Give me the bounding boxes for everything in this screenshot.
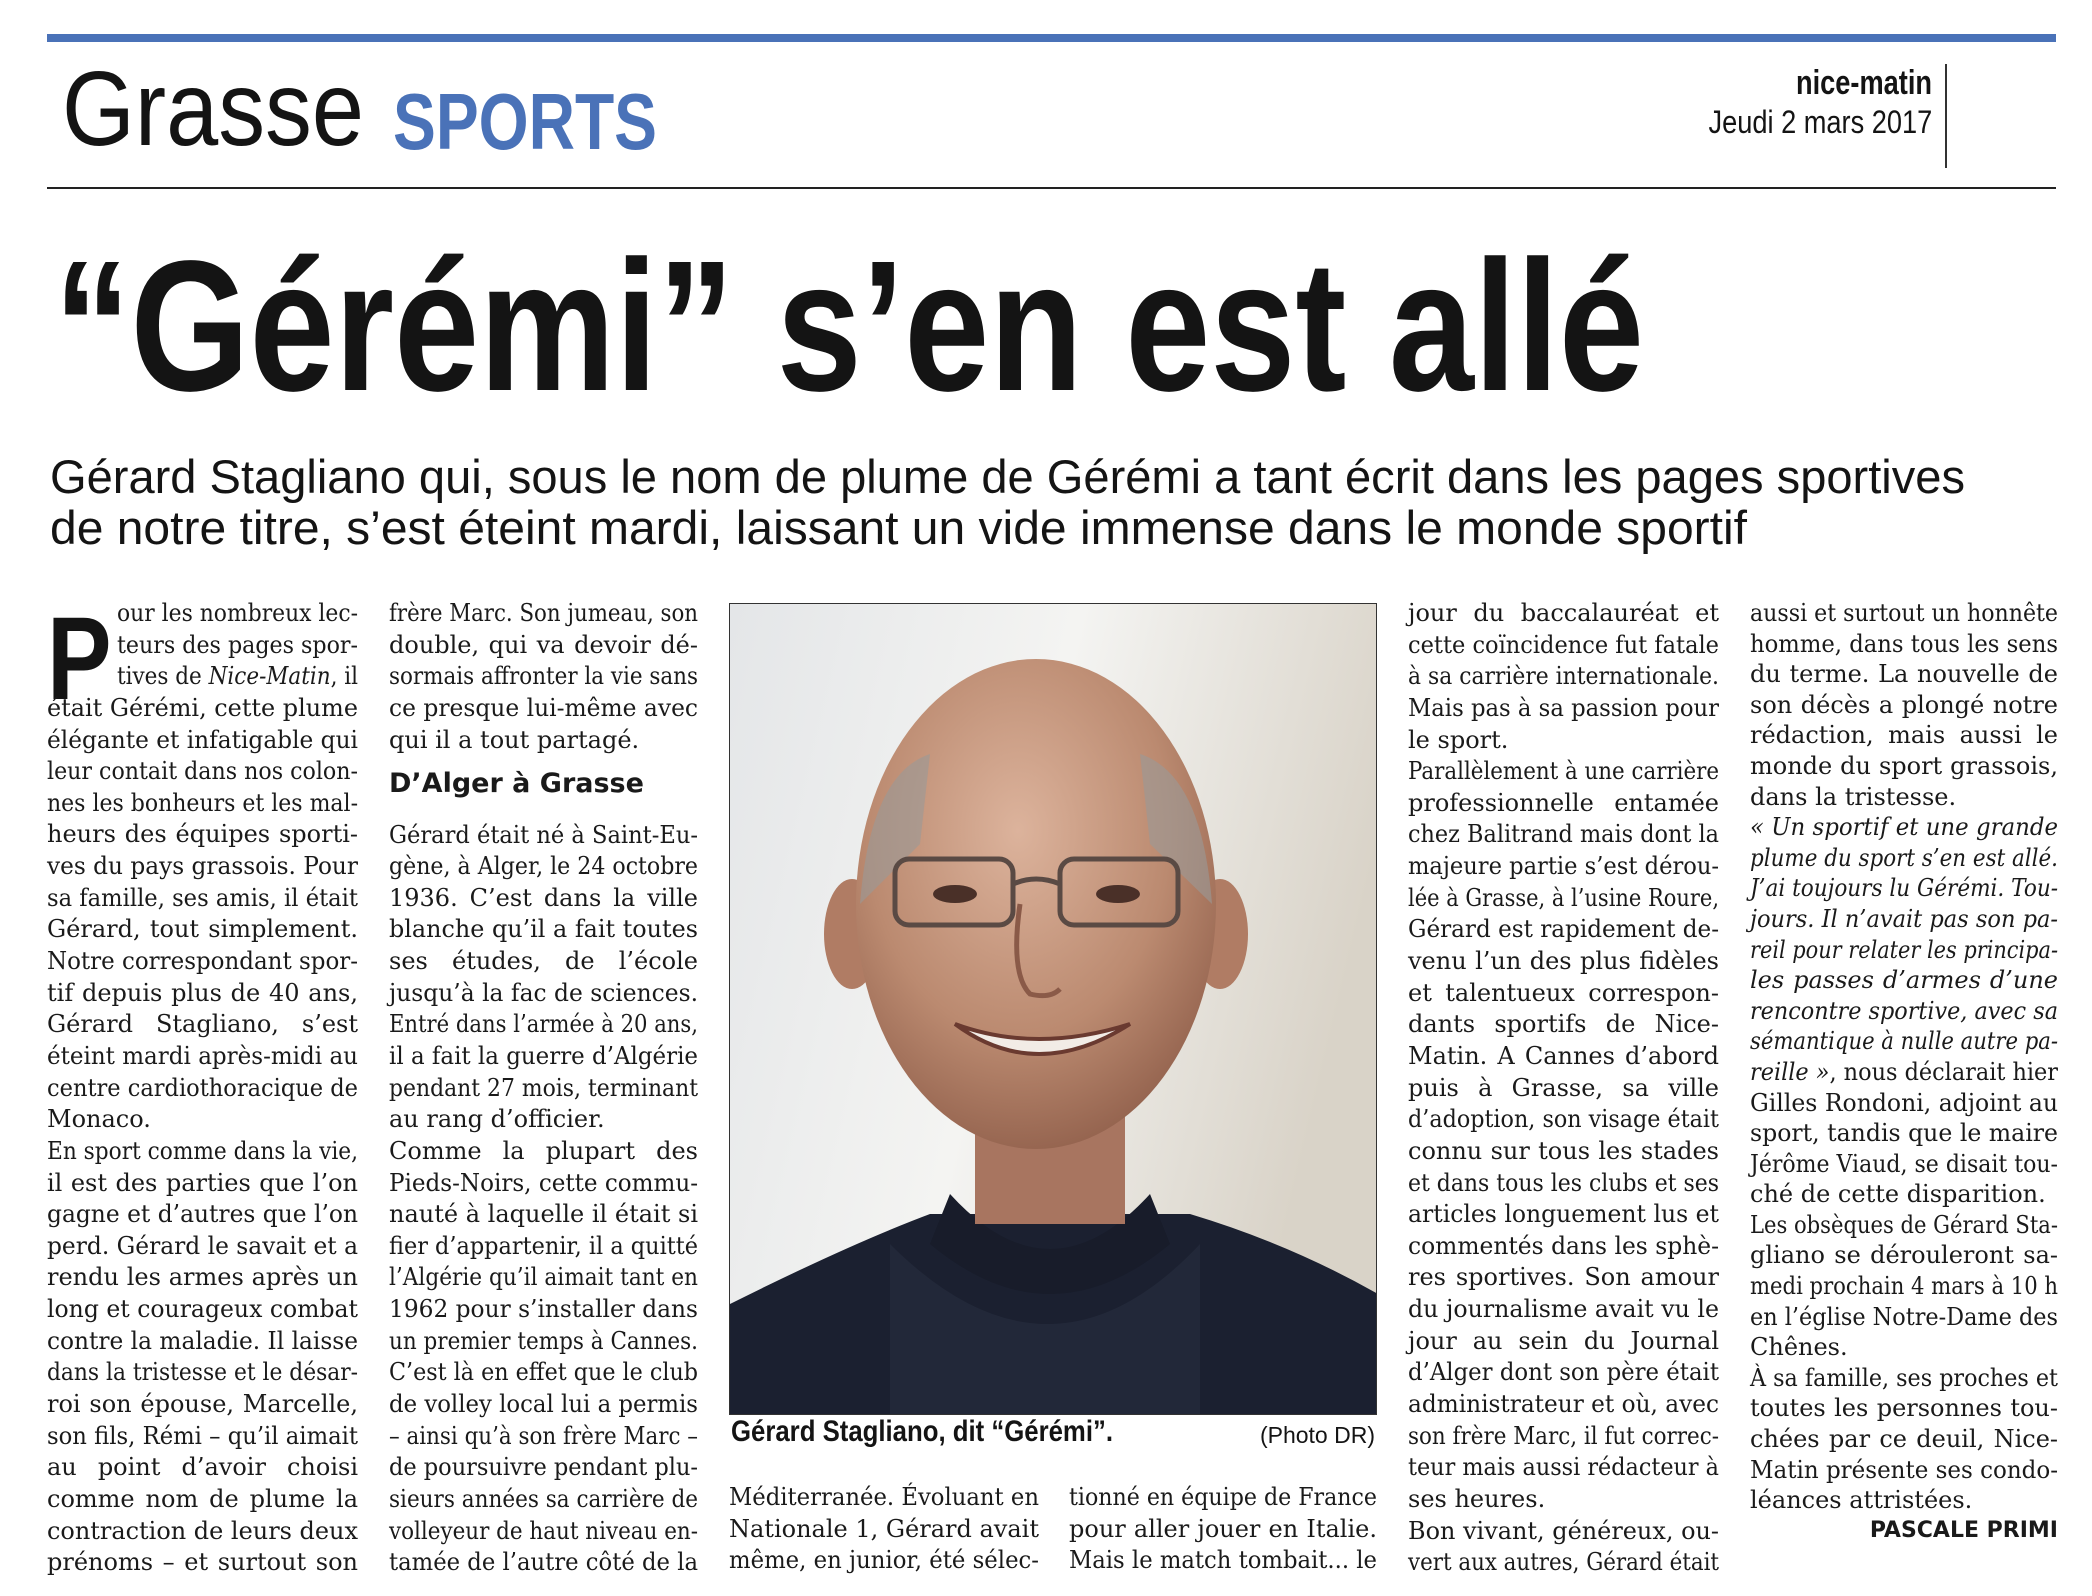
- text-line: res sportives. Son amour: [1408, 1263, 1719, 1292]
- text-line: aussi et surtout un honnête: [1750, 599, 2058, 627]
- text-line: administrateur et où, avec: [1408, 1390, 1719, 1419]
- italic-text: les passes d’armes d’une: [1750, 966, 2058, 995]
- text-line: Comme la plupart des: [389, 1136, 698, 1165]
- text-line: Gérard était né à Saint-Eu-: [389, 820, 698, 849]
- text-line: Pieds-Noirs, cette commu-: [389, 1168, 698, 1197]
- text-line: vert aux autres, Gérard était: [1408, 1548, 1719, 1577]
- text-line: [1750, 1057, 2058, 1088]
- top-accent-rule: [47, 34, 2056, 42]
- text-line: sieurs années sa carrière de: [389, 1484, 698, 1513]
- text-line: nauté à laquelle il était si: [389, 1200, 698, 1229]
- text-line: ves du pays grassois. Pour: [47, 852, 358, 881]
- text-line: dans la tristesse.: [1750, 782, 1957, 811]
- text-line: – ainsi qu’à son frère Marc –: [389, 1421, 698, 1450]
- text-line: tionné en équipe de France: [1069, 1483, 1377, 1511]
- photo-caption: Gérard Stagliano, dit “Gérémi”.: [731, 1415, 1113, 1448]
- text-line: chez Balitrand mais dont la: [1408, 820, 1719, 849]
- text-line: du journalisme avait vu le: [1408, 1295, 1719, 1324]
- text-line: Parallèlement à une carrière: [1408, 757, 1719, 786]
- text-line: pendant 27 mois, terminant: [389, 1073, 698, 1102]
- text-line: nes les bonheurs et les mal-: [47, 788, 358, 817]
- text-line: leur contait dans nos colon-: [47, 757, 358, 786]
- text-line: prénoms – et surtout son: [47, 1548, 358, 1577]
- text-line: C’est là en effet que le club: [389, 1358, 698, 1387]
- text-line: il a fait la guerre d’Algérie: [389, 1041, 698, 1070]
- text-line: Bon vivant, généreux, ou-: [1408, 1516, 1719, 1545]
- text-line: Mais le match tombait... le: [1069, 1546, 1377, 1575]
- italic-text: Nice-Matin: [208, 662, 331, 691]
- text-line: long et courageux combat: [47, 1295, 358, 1324]
- section-rubric: SPORTS: [393, 77, 657, 166]
- italic-text: jours. Il n’avait pas son pa-: [1750, 904, 2058, 933]
- text-line: Gérard est rapidement de-: [1408, 915, 1719, 944]
- text-line: toutes les personnes tou-: [1750, 1394, 2058, 1423]
- text-line: Les obsèques de Gérard Sta-: [1750, 1210, 2058, 1239]
- text-line: sa famille, ses amis, il était: [47, 883, 358, 912]
- text-line: ce presque lui-même avec: [389, 693, 698, 722]
- text-line: jour au sein du Journal: [1408, 1326, 1719, 1355]
- article-column-5: [1750, 598, 2058, 1546]
- italic-text: reille »: [1750, 1057, 1830, 1086]
- text-line: son frère Marc, il fut correc-: [1408, 1421, 1719, 1450]
- text-line: son fils, Rémi – qu’il aimait: [47, 1421, 358, 1450]
- text-line: qui il a tout partagé.: [389, 725, 640, 754]
- text-line: et dans tous les clubs et ses: [1408, 1168, 1719, 1197]
- text-line: [1750, 904, 2058, 935]
- text-line: professionnelle entamée: [1408, 788, 1719, 817]
- text-line: sport, tandis que le maire: [1750, 1119, 2058, 1148]
- italic-text: plume du sport s’en est allé.: [1750, 843, 2058, 872]
- text-line: puis à Grasse, sa ville: [1408, 1073, 1719, 1102]
- text-line: gagne et d’autres que l’on: [47, 1200, 358, 1229]
- text-line: il est des parties que l’on: [47, 1168, 358, 1197]
- header-divider: [1945, 64, 1947, 168]
- text-line: sormais affronter la vie sans: [389, 662, 698, 691]
- text-line: Jérôme Viaud, se disait tou-: [1750, 1149, 2058, 1178]
- text-line: comme nom de plume la: [47, 1484, 358, 1513]
- text-line: au rang d’officier.: [389, 1105, 605, 1134]
- text-line: Gilles Rondoni, adjoint au: [1750, 1088, 2058, 1117]
- text-line: commentés dans les sphè-: [1408, 1231, 1719, 1260]
- article-column-1: [47, 593, 358, 1579]
- text-line: du terme. La nouvelle de: [1750, 660, 2058, 689]
- portrait-photo: [729, 603, 1377, 1415]
- text-line: léances attristées.: [1750, 1486, 1973, 1515]
- text-line: dants sportifs de Nice-: [1408, 1010, 1719, 1039]
- section-title: Grasse: [62, 50, 364, 168]
- text-line: [1750, 843, 2058, 874]
- text-line: cette coïncidence fut fatale: [1408, 630, 1719, 659]
- text-line: était Gérémi, cette plume: [47, 693, 358, 722]
- italic-text: « Un sportif et une grande: [1750, 813, 2058, 842]
- text-line: [1750, 935, 2058, 966]
- text-line: [1750, 812, 2058, 843]
- text-line: volleyeur de haut niveau en-: [389, 1516, 698, 1545]
- text-line: teur mais aussi rédacteur à: [1408, 1453, 1719, 1482]
- text-line: en l’église Notre-Dame des: [1750, 1302, 2058, 1331]
- text-line: centre cardiothoracique de: [47, 1073, 358, 1102]
- text-line: Méditerranée. Évoluant en: [729, 1483, 1039, 1511]
- text-line: tamée de l’autre côté de la: [389, 1548, 698, 1577]
- text-line: pour aller jouer en Italie.: [1069, 1514, 1377, 1543]
- text-line: lée à Grasse, à l’usine Roure,: [1408, 883, 1719, 912]
- text-line: et talentueux correspon-: [1408, 978, 1719, 1007]
- italic-text: sémantique à nulle autre pa-: [1750, 1027, 2058, 1056]
- subheading: D’Alger à Grasse: [389, 768, 644, 800]
- deck-line: de notre titre, s’est éteint mardi, laissant un vide immense dans le monde sportif: [50, 501, 1748, 554]
- text-line: élégante et infatigable qui: [47, 725, 358, 754]
- text-line: 1936. C’est dans la ville: [389, 883, 698, 912]
- text-line: tif depuis plus de 40 ans,: [47, 978, 358, 1007]
- text-line: majeure partie s’est dérou-: [1408, 852, 1719, 881]
- text-line: chées par ce deuil, Nice-: [1750, 1425, 2058, 1454]
- text-line: Notre correspondant spor-: [47, 947, 358, 976]
- text-line: fier d’appartenir, il a quitté: [389, 1231, 698, 1260]
- text-line: contraction de leurs deux: [47, 1516, 358, 1545]
- italic-text: reil pour relater les principa-: [1750, 935, 2058, 964]
- text-line: son décès a plongé notre: [1750, 690, 2058, 719]
- italic-text: J’ai toujours lu Gérémi. Tou-: [1750, 874, 2058, 903]
- article-column-2: [389, 598, 698, 1579]
- text-line: Gérard Stagliano, s’est: [47, 1010, 358, 1039]
- text-line: heurs des équipes sporti-: [47, 820, 358, 849]
- italic-text: rencontre sportive, avec sa: [1750, 996, 2058, 1025]
- text-line: d’adoption, son visage était: [1408, 1105, 1719, 1134]
- issue-date: Jeudi 2 mars 2017: [1708, 104, 1932, 140]
- text-line: ses études, de l’école: [389, 947, 698, 976]
- text-segment: , nous déclarait hier: [1829, 1057, 2058, 1086]
- text-line: de volley local lui a permis: [389, 1390, 698, 1419]
- text-line: [1750, 873, 2058, 904]
- text-line: gène, à Alger, le 24 octobre: [389, 852, 698, 881]
- text-line: un premier temps à Cannes.: [389, 1326, 698, 1355]
- text-line: Monaco.: [47, 1105, 151, 1134]
- text-line: blanche qu’il a fait toutes: [389, 915, 698, 944]
- text-segment: tives de: [117, 662, 209, 691]
- photo-credit: (Photo DR): [1259, 1422, 1375, 1448]
- article-column-3a: [729, 1482, 1039, 1577]
- text-line: au point d’avoir choisi: [47, 1453, 358, 1482]
- text-segment: , il: [330, 662, 358, 691]
- deck-line: Gérard Stagliano qui, sous le nom de plume de Gérémi a tant écrit dans les pages sportives: [50, 450, 1965, 503]
- text-line: rendu les armes après un: [47, 1263, 358, 1292]
- text-line: Entré dans l’armée à 20 ans,: [389, 1010, 698, 1039]
- text-line: contre la maladie. Il laisse: [47, 1326, 358, 1355]
- text-line: perd. Gérard le savait et a: [47, 1231, 358, 1260]
- text-line: Gérard, tout simplement.: [47, 915, 358, 944]
- text-line: teurs des pages spor-: [117, 630, 358, 659]
- text-line: dans la tristesse et le désar-: [47, 1358, 358, 1387]
- article-column-4: [1408, 598, 1719, 1579]
- text-line: connu sur tous les stades: [1408, 1136, 1719, 1165]
- text-line: monde du sport grassois,: [1750, 751, 2058, 780]
- text-line: [1750, 1026, 2058, 1057]
- text-line: [117, 661, 358, 693]
- text-line: our les nombreux lec-: [117, 599, 358, 627]
- headline: “Gérémi” s’en est allé: [54, 223, 1644, 430]
- text-line: À sa famille, ses proches et: [1750, 1363, 2058, 1392]
- text-line: à sa carrière internationale.: [1408, 662, 1719, 691]
- text-line: jusqu’à la fac de sciences.: [389, 978, 698, 1007]
- text-line: frère Marc. Son jumeau, son: [389, 599, 698, 627]
- text-line: même, en junior, été sélec-: [729, 1546, 1039, 1575]
- text-line: gliano se dérouleront sa-: [1750, 1241, 2058, 1270]
- text-line: Chênes.: [1750, 1333, 1848, 1362]
- text-line: Matin. A Cannes d’abord: [1408, 1041, 1719, 1070]
- text-line: ses heures.: [1408, 1484, 1546, 1513]
- text-line: rédaction, mais aussi le: [1750, 721, 2058, 750]
- header-rule: [47, 187, 2056, 189]
- article-column-3b: [1069, 1482, 1377, 1577]
- text-line: Mais pas à sa passion pour: [1408, 693, 1719, 722]
- drop-cap: P: [47, 593, 112, 725]
- portrait-image: [730, 604, 1377, 1415]
- author-signature: PASCALE PRIMI: [1869, 1517, 2058, 1543]
- text-line: medi prochain 4 mars à 10 h: [1750, 1272, 2058, 1301]
- text-line: jour du baccalauréat et: [1408, 599, 1719, 627]
- text-line: [1750, 965, 2058, 996]
- text-line: En sport comme dans la vie,: [47, 1136, 358, 1165]
- text-line: d’Alger dont son père était: [1408, 1358, 1719, 1387]
- text-line: venu l’un des plus fidèles: [1408, 947, 1719, 976]
- text-line: double, qui va devoir dé-: [389, 630, 698, 659]
- text-line: de poursuivre pendant plu-: [389, 1453, 698, 1482]
- newspaper-name: nice-matin: [1795, 64, 1932, 102]
- text-line: roi son épouse, Marcelle,: [47, 1390, 358, 1419]
- text-line: Nationale 1, Gérard avait: [729, 1514, 1039, 1543]
- text-line: le sport.: [1408, 725, 1509, 754]
- text-line: [1750, 996, 2058, 1027]
- text-line: Matin présente ses condo-: [1750, 1455, 2058, 1484]
- text-line: ché de cette disparition.: [1750, 1180, 2046, 1209]
- text-line: l’Algérie qu’il aimait tant en: [389, 1263, 698, 1292]
- text-line: homme, dans tous les sens: [1750, 629, 2058, 658]
- text-line: 1962 pour s’installer dans: [389, 1295, 698, 1324]
- text-line: articles longuement lus et: [1408, 1200, 1719, 1229]
- text-line: éteint mardi après-midi au: [47, 1041, 358, 1070]
